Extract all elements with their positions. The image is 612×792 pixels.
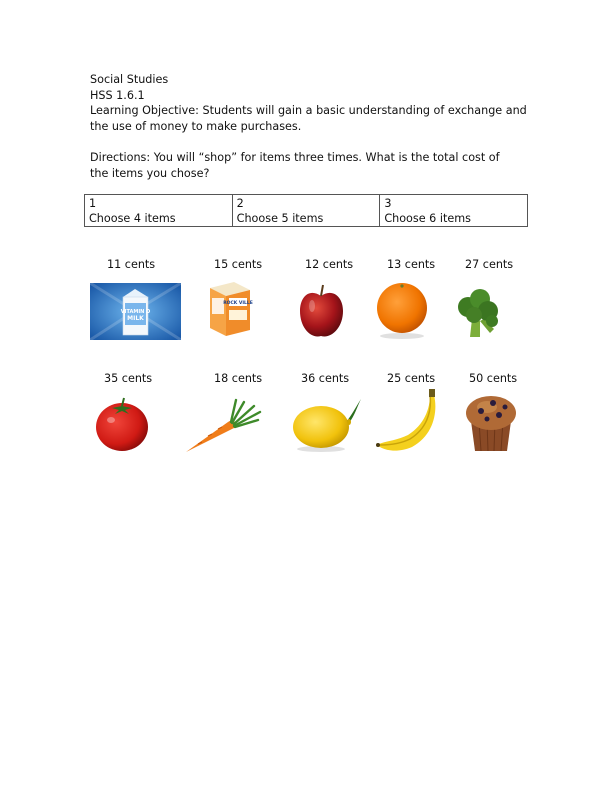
choice-label: Choose 5 items <box>236 212 324 225</box>
price-lemon: 36 cents <box>301 372 350 385</box>
directions-line-1: Directions: You will “shop” for items three times. What is the total cost of <box>90 150 500 164</box>
price-orange: 13 cents <box>387 258 436 271</box>
lemon-icon <box>291 397 363 453</box>
juice-brand-label: ROCK VILLE <box>223 301 253 306</box>
price-banana: 25 cents <box>387 372 436 385</box>
tomato-icon <box>95 396 149 452</box>
choice-number: 3 <box>384 197 392 210</box>
price-apple: 12 cents <box>305 258 354 271</box>
objective-line-1: Learning Objective: Students will gain a basic understanding of exchange and <box>90 104 527 118</box>
choice-label: Choose 6 items <box>384 212 471 225</box>
broccoli-icon <box>454 289 502 339</box>
apple-icon <box>298 282 345 340</box>
banana-icon <box>374 389 444 455</box>
choice-cell-1 <box>85 195 233 227</box>
price-juice: 15 cents <box>214 258 263 271</box>
spacer <box>90 134 530 150</box>
standard-line: HSS 1.6.1 <box>90 88 145 102</box>
objective-line-2: the use of money to make purchases. <box>90 119 302 133</box>
choices-row <box>85 195 528 227</box>
milk-label-line1: VITAMIN D <box>120 309 151 315</box>
price-carrot: 18 cents <box>214 372 263 385</box>
choice-number: 2 <box>236 197 244 210</box>
subject-line: Social Studies <box>90 73 169 86</box>
choice-cell-3 <box>380 195 528 227</box>
price-milk: 11 cents <box>107 258 156 271</box>
milk-carton-icon <box>90 283 181 340</box>
orange-icon <box>369 280 435 340</box>
muffin-icon <box>463 391 519 453</box>
price-broccoli: 27 cents <box>465 258 514 271</box>
worksheet-header <box>90 72 530 181</box>
milk-label-line2: MILK <box>127 315 144 322</box>
price-muffin: 50 cents <box>469 372 518 385</box>
choice-number: 1 <box>89 197 97 210</box>
juice-carton-icon <box>204 280 254 338</box>
choice-label: Choose 4 items <box>89 212 176 225</box>
directions-line-2: the items you chose? <box>90 166 210 180</box>
choice-cell-2 <box>232 195 380 227</box>
choices-table <box>84 194 528 227</box>
price-tomato: 35 cents <box>104 372 153 385</box>
carrot-icon <box>184 396 264 456</box>
